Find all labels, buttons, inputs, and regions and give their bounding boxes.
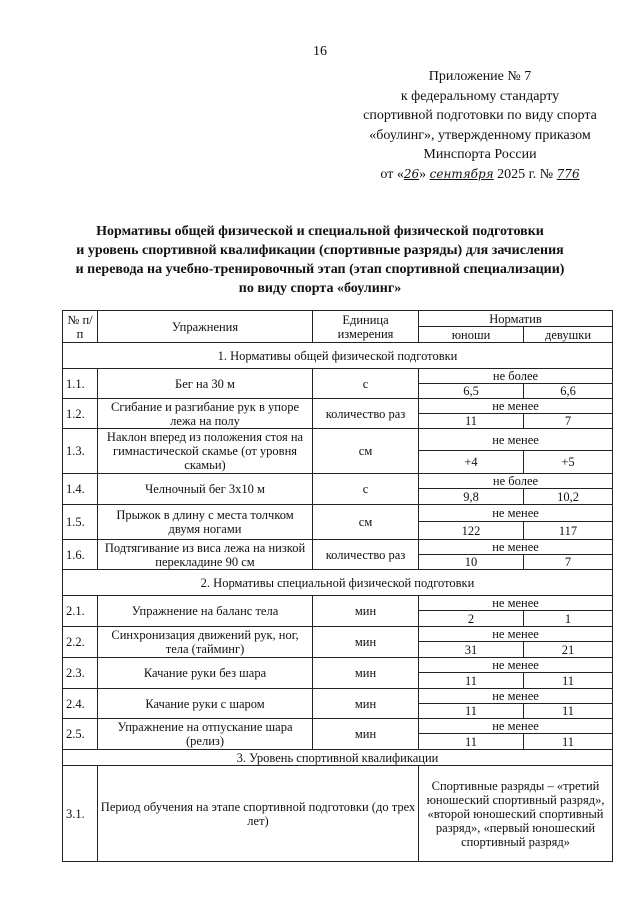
value-girls: 11 bbox=[524, 673, 613, 689]
value-boys: 11 bbox=[419, 704, 524, 719]
value-girls: 1 bbox=[524, 611, 613, 627]
value-girls: 7 bbox=[524, 555, 613, 570]
date-prefix: от « bbox=[380, 166, 404, 182]
value-boys: 6,5 bbox=[419, 384, 524, 399]
value-boys: 31 bbox=[419, 642, 524, 658]
row-number: 2.1. bbox=[63, 596, 98, 627]
exercise-name: Упражнение на баланс тела bbox=[98, 596, 313, 627]
approval-line: Приложение № 7 bbox=[428, 69, 532, 84]
value-girls: 11 bbox=[524, 704, 613, 719]
header-exercise: Упражнения bbox=[98, 311, 313, 343]
section-row bbox=[63, 570, 613, 596]
table-row bbox=[63, 596, 613, 611]
exercise-name: Прыжок в длину с места толчком двумя ногами bbox=[98, 505, 313, 540]
value-girls: 10,2 bbox=[524, 489, 613, 505]
approval-block bbox=[330, 67, 630, 184]
date-month: сентября bbox=[429, 166, 494, 181]
unit: с bbox=[313, 474, 419, 505]
exercise-name: Наклон вперед из положения стоя на гимнастической скамье (от уровня скамьи) bbox=[98, 429, 313, 474]
value-boys: 11 bbox=[419, 673, 524, 689]
date-suffix: 2025 г. № bbox=[497, 166, 554, 182]
norm-condition: не менее bbox=[419, 627, 613, 642]
row-number: 1.4. bbox=[63, 474, 98, 505]
title-line: и перевода на учебно-тренировочный этап (этап спортивной специализации) bbox=[75, 262, 565, 277]
title-line: по виду спорта «боулинг» bbox=[238, 281, 402, 296]
value-girls: 21 bbox=[524, 642, 613, 658]
exercise-name: Сгибание и разгибание рук в упоре лежа на полу bbox=[98, 399, 313, 429]
page-number: 16 bbox=[313, 44, 327, 59]
section-row bbox=[63, 750, 613, 766]
table-row bbox=[63, 505, 613, 522]
value-girls: 6,6 bbox=[524, 384, 613, 399]
unit: см bbox=[313, 505, 419, 540]
document-title bbox=[40, 222, 600, 298]
approval-line: Минспорта России bbox=[423, 147, 537, 162]
exercise-name: Качание руки без шара bbox=[98, 658, 313, 689]
table-row bbox=[63, 658, 613, 673]
value-girls: +5 bbox=[524, 451, 613, 474]
exercise-name: Период обучения на этапе спортивной подготовки (до трех лет) bbox=[98, 766, 419, 862]
section-title: 2. Нормативы специальной физической подготовки bbox=[63, 570, 613, 596]
table-row bbox=[63, 540, 613, 555]
approval-date-line: от «26» сентября 2025 г. № 776 bbox=[380, 166, 580, 182]
value-girls: 7 bbox=[524, 414, 613, 429]
norm-condition: не более bbox=[419, 474, 613, 489]
norm-condition: не менее bbox=[419, 429, 613, 451]
norm-condition: не менее bbox=[419, 689, 613, 704]
table-row bbox=[63, 627, 613, 642]
row-number: 1.3. bbox=[63, 429, 98, 474]
exercise-name: Бег на 30 м bbox=[98, 369, 313, 399]
unit: см bbox=[313, 429, 419, 474]
value-boys: 10 bbox=[419, 555, 524, 570]
norm-condition: не менее bbox=[419, 399, 613, 414]
row-number: 2.2. bbox=[63, 627, 98, 658]
order-number: 776 bbox=[556, 166, 580, 181]
header-unit: Единица измерения bbox=[313, 311, 419, 343]
date-day: 26 bbox=[403, 166, 420, 181]
title-line: и уровень спортивной квалификации (спортивные разряды) для зачисления bbox=[76, 243, 564, 258]
header-num: № п/п bbox=[63, 311, 98, 343]
norm-condition: не менее bbox=[419, 658, 613, 673]
table-row bbox=[63, 429, 613, 451]
table-row bbox=[63, 689, 613, 704]
header-norm: Норматив bbox=[419, 311, 613, 327]
row-number: 1.2. bbox=[63, 399, 98, 429]
row-number: 2.5. bbox=[63, 719, 98, 750]
row-number: 1.5. bbox=[63, 505, 98, 540]
table-row bbox=[63, 719, 613, 734]
norm-condition: не более bbox=[419, 369, 613, 384]
approval-line: «боулинг», утвержденному приказом bbox=[369, 127, 591, 143]
unit: количество раз bbox=[313, 399, 419, 429]
value-boys: 11 bbox=[419, 414, 524, 429]
standards-table bbox=[62, 310, 613, 862]
table-row bbox=[63, 766, 613, 862]
table-row bbox=[63, 369, 613, 384]
header-girls: девушки bbox=[524, 327, 613, 343]
exercise-name: Качание руки с шаром bbox=[98, 689, 313, 719]
table-row bbox=[63, 474, 613, 489]
unit: мин bbox=[313, 596, 419, 627]
title-line: Нормативы общей физической и специальной физической подготовки bbox=[96, 224, 544, 239]
value-girls: 11 bbox=[524, 734, 613, 750]
row-number: 1.6. bbox=[63, 540, 98, 570]
exercise-name: Упражнение на отпускание шара (релиз) bbox=[98, 719, 313, 750]
norm-condition: не менее bbox=[419, 719, 613, 734]
value-boys: +4 bbox=[419, 451, 524, 474]
section-title: 3. Уровень спортивной квалификации bbox=[63, 750, 613, 766]
unit: количество раз bbox=[313, 540, 419, 570]
approval-line: к федеральному стандарту bbox=[400, 88, 560, 104]
qualification-value: Спортивные разряды – «третий юношеский спортивный разряд», «второй юношеский спортивный разряд», «первый юношеский спортивный разряд» bbox=[419, 766, 613, 862]
value-girls: 117 bbox=[524, 522, 613, 540]
table-row bbox=[63, 399, 613, 414]
row-number: 3.1. bbox=[63, 766, 98, 862]
unit: мин bbox=[313, 627, 419, 658]
value-boys: 9,8 bbox=[419, 489, 524, 505]
row-number: 1.1. bbox=[63, 369, 98, 399]
unit: с bbox=[313, 369, 419, 399]
value-boys: 122 bbox=[419, 522, 524, 540]
value-boys: 2 bbox=[419, 611, 524, 627]
exercise-name: Подтягивание из виса лежа на низкой перекладине 90 см bbox=[98, 540, 313, 570]
row-number: 2.3. bbox=[63, 658, 98, 689]
norm-condition: не менее bbox=[419, 505, 613, 522]
approval-line: спортивной подготовки по виду спорта bbox=[363, 108, 597, 123]
unit: мин bbox=[313, 689, 419, 719]
section-row bbox=[63, 343, 613, 369]
value-boys: 11 bbox=[419, 734, 524, 750]
norm-condition: не менее bbox=[419, 540, 613, 555]
unit: мин bbox=[313, 719, 419, 750]
header-boys: юноши bbox=[419, 327, 524, 343]
exercise-name: Челночный бег 3х10 м bbox=[98, 474, 313, 505]
row-number: 2.4. bbox=[63, 689, 98, 719]
section-title: 1. Нормативы общей физической подготовки bbox=[63, 343, 613, 369]
norm-condition: не менее bbox=[419, 596, 613, 611]
exercise-name: Синхронизация движений рук, ног, тела (тайминг) bbox=[98, 627, 313, 658]
unit: мин bbox=[313, 658, 419, 689]
